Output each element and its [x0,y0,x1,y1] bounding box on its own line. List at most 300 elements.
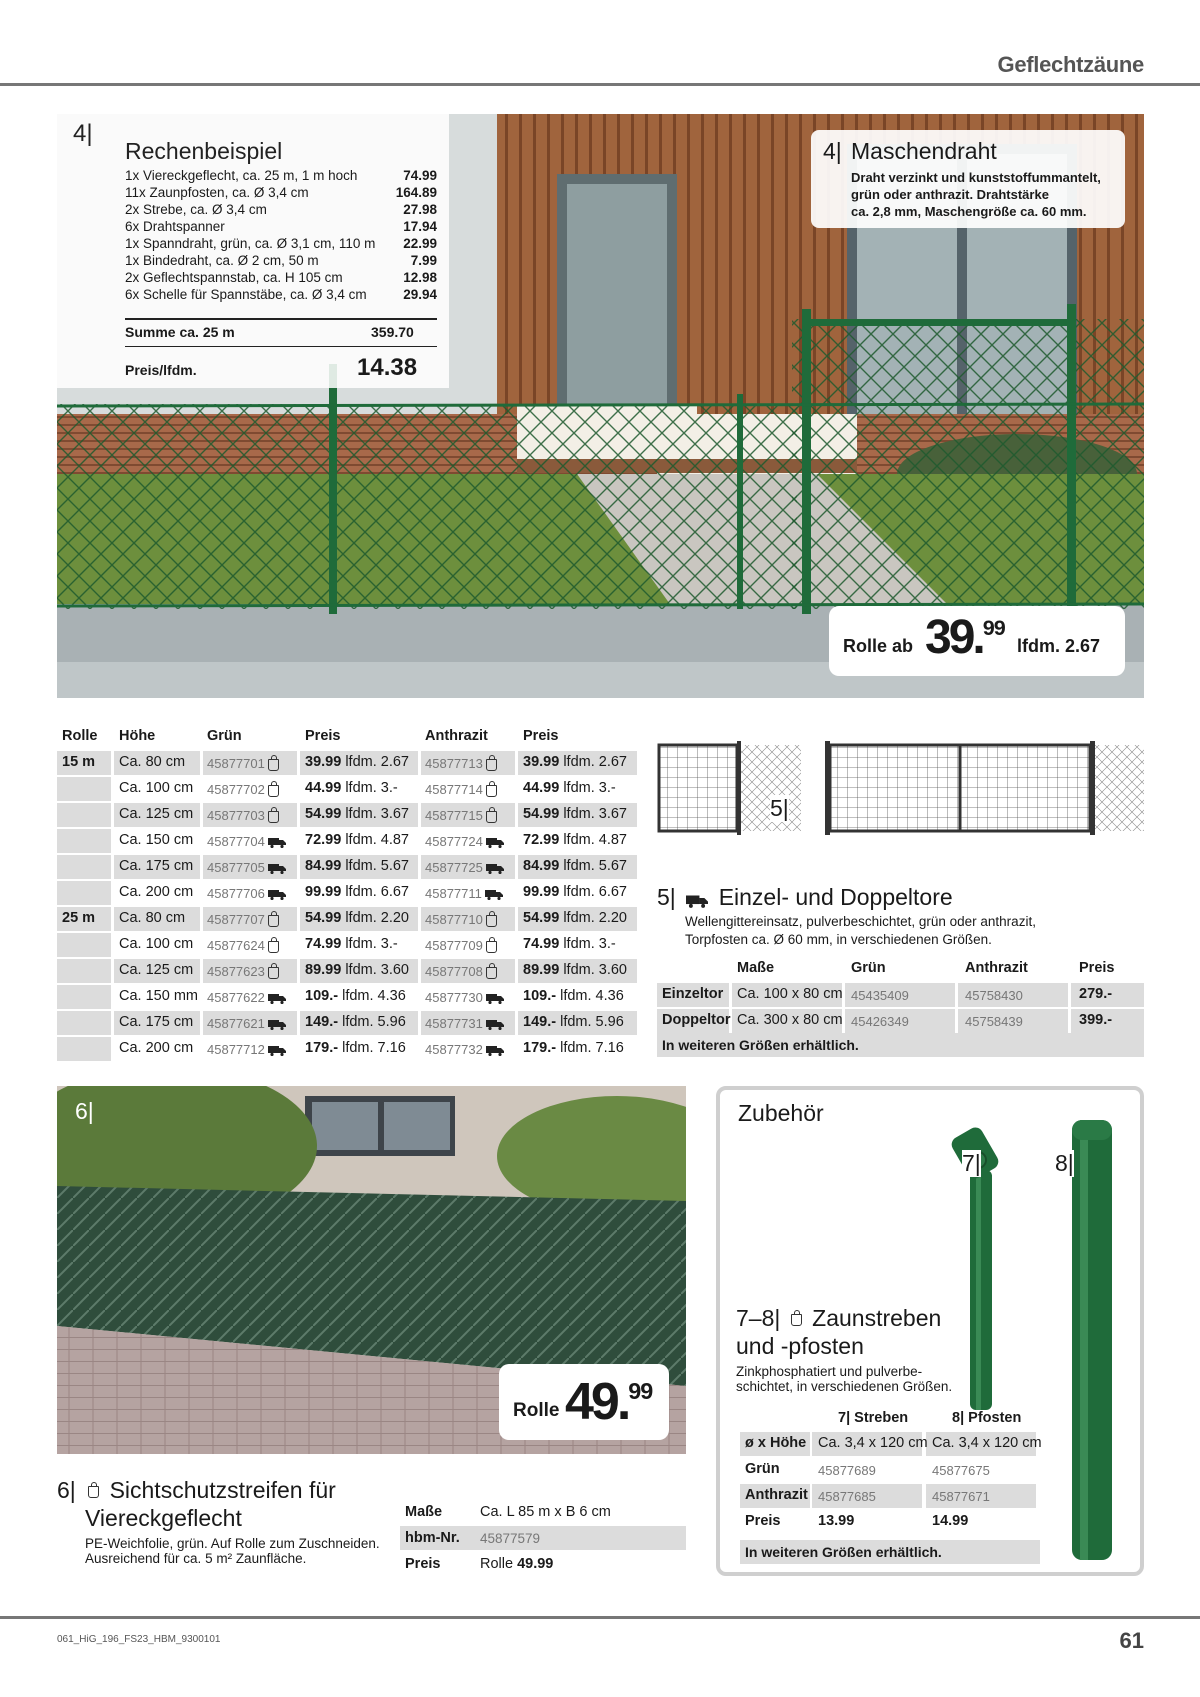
gates-desc-line-1: Wellengittereinsatz, pulverbeschichtet, grün oder anthrazit, [685,914,1036,929]
privacy-heading [57,1476,397,1566]
accessories-title-line-1: Zaunstreben [812,1305,942,1331]
privacy-price-euros: 49. [565,1373,629,1431]
shopping-bag-icon [486,941,497,953]
calc-item-price: 164.89 [395,185,437,200]
mesh-cell-hoehe: Ca. 80 cm [119,754,186,770]
mesh-cell-gruen [207,860,286,875]
mesh-header-anthrazit: Anthrazit [425,728,488,744]
mesh-cell-preis-2 [523,806,627,822]
privacy-spec-table [400,1500,686,1578]
privacy-value-hbm: 45877579 [480,1531,541,1546]
mesh-cell-hoehe: Ca. 100 cm [119,936,194,952]
header-divider [0,83,1200,86]
privacy-price-prefix: Rolle [513,1400,560,1421]
calc-example-box [57,114,449,388]
mesh-cell-preis-2 [523,832,627,848]
delivery-truck-icon [486,1019,504,1030]
accessories-box [716,1086,1144,1576]
mesh-cell-hoehe: Ca. 125 cm [119,962,194,978]
mesh-lfdm-anthrazit: lfdm. 7.16 [560,1040,624,1056]
accessories-cell-label: Anthrazit [745,1487,808,1503]
shopping-bag-icon [486,759,497,771]
accessories-col-streben: 7| Streben [838,1410,909,1426]
accessories-cell-label: ø x Höhe [745,1435,807,1451]
accessory-label-7: 7| [962,1150,981,1176]
calc-title: Rechenbeispiel [125,138,283,164]
gates-cell-preis: 399.- [1079,1012,1113,1028]
mesh-article-gruen: 45877706 [207,886,265,901]
mesh-table-row [57,777,637,801]
mesh-lfdm-anthrazit: lfdm. 4.87 [563,832,627,848]
mesh-article-gruen: 45877701 [207,756,265,771]
mesh-cell-preis-2 [523,988,624,1004]
mesh-price-anthrazit: 89.99 [523,962,560,978]
gates-header-preis: Preis [1079,960,1115,976]
privacy-price-tag [499,1364,669,1440]
mesh-cell-preis [305,1040,406,1056]
gates-number: 5| [657,884,676,910]
mesh-lfdm-gruen: lfdm. 3.- [345,936,398,952]
privacy-price-cents: 99 [628,1377,653,1404]
mesh-cell-preis-2 [523,1014,624,1030]
mesh-cell-anthrazit [425,782,497,797]
mesh-price-gruen: 89.99 [305,962,342,978]
mesh-price-gruen: 39.99 [305,754,342,770]
mesh-cell-anthrazit [425,912,497,927]
calc-item-label: 6x Drahtspanner [125,219,225,234]
gates-header-masse: Maße [737,960,775,976]
mesh-article-anthrazit: 45877710 [425,912,483,927]
mesh-price-gruen: 44.99 [305,780,342,796]
calc-item-price: 17.94 [403,219,437,234]
shopping-bag-icon [486,967,497,979]
mesh-cell-gruen [207,912,279,927]
mesh-article-anthrazit: 45877730 [425,990,483,1005]
gates-photo-label: 5| [770,795,789,821]
mesh-cell-anthrazit [425,834,504,849]
delivery-truck-icon [486,863,504,874]
mesh-cell-preis-2 [523,754,627,770]
mesh-lfdm-anthrazit: lfdm. 4.36 [560,988,624,1004]
mesh-cell-rolle: 15 m [62,754,96,770]
mesh-header-preis: Preis [305,728,341,744]
mesh-lfdm-gruen: lfdm. 5.96 [342,1014,406,1030]
accessories-table-row [740,1510,1040,1534]
mesh-header-rolle: Rolle [62,728,98,744]
page-number: 61 [1119,1628,1144,1653]
mesh-lfdm-anthrazit: lfdm. 3.67 [563,806,627,822]
mesh-cell-gruen [207,938,279,953]
accessories-cell-streben: 45877689 [818,1463,876,1478]
gates-title: Einzel- und Doppeltore [718,884,953,910]
mesh-article-anthrazit: 45877732 [425,1042,483,1057]
mesh-price-anthrazit: 99.99 [523,884,560,900]
mesh-article-gruen: 45877623 [207,964,265,979]
privacy-strip-photo [57,1086,686,1454]
calc-per-divider [125,346,437,347]
calc-item-row [125,202,437,219]
mesh-table-row [57,751,637,775]
mesh-price-anthrazit: 84.99 [523,858,560,874]
accessories-cell-pfosten: 45877675 [932,1463,990,1478]
calc-item-row [125,168,437,185]
accessory-label-8: 8| [1055,1150,1074,1176]
mesh-price-anthrazit: 109.- [523,988,557,1004]
mesh-article-gruen: 45877622 [207,990,265,1005]
privacy-label-preis: Preis [405,1556,441,1572]
mesh-cell-hoehe: Ca. 175 cm [119,858,194,874]
gates-illustration [657,737,1144,840]
calc-item-row [125,270,437,287]
mesh-cell-anthrazit [425,886,503,901]
accessories-cell-label: Grün [745,1461,780,1477]
price-main [925,610,1005,665]
mesh-lfdm-gruen: lfdm. 3.60 [345,962,409,978]
mesh-cell-anthrazit [425,808,497,823]
privacy-label-hbm: hbm-Nr. [405,1530,460,1546]
gates-photo [657,737,1144,840]
mesh-cell-preis [305,858,409,874]
gates-header-gruen: Grün [851,960,886,976]
mesh-cell-anthrazit [425,938,497,953]
calc-sum-label: Summe ca. 25 m [125,324,235,340]
info-text-line-3: ca. 2,8 mm, Maschengröße ca. 60 mm. [851,204,1087,219]
delivery-truck-icon [268,1019,286,1030]
mesh-header-hoehe: Höhe [119,728,156,744]
calc-sum-divider [125,318,437,320]
shopping-bag-icon [486,915,497,927]
shopping-bag-icon [268,915,279,927]
shopping-bag-icon [88,1486,99,1498]
info-item-number: 4| [823,138,842,164]
mesh-cell-hoehe: Ca. 150 mm [119,988,198,1004]
mesh-cell-preis-2 [523,910,627,926]
mesh-price-gruen: 149.- [305,1014,339,1030]
page-section-title: Geflechtzäune [997,52,1144,77]
mesh-article-gruen: 45877621 [207,1016,265,1031]
mesh-cell-hoehe: Ca. 100 cm [119,780,194,796]
privacy-photo-label: 6| [75,1098,94,1124]
mesh-cell-hoehe: Ca. 150 cm [119,832,194,848]
accessories-note-row [740,1540,1040,1564]
privacy-price-main [565,1372,652,1432]
info-text-line-1: Draht verzinkt und kunststoffummantelt, [851,170,1101,185]
mesh-cell-preis-2 [523,858,627,874]
mesh-article-gruen: 45877707 [207,912,265,927]
info-title: Maschendraht [851,138,997,164]
gates-table-row [657,1009,1144,1033]
mesh-article-anthrazit: 45877724 [425,834,483,849]
mesh-price-anthrazit: 39.99 [523,754,560,770]
mesh-table-row [57,829,637,853]
calc-item-price: 22.99 [403,236,437,251]
mesh-cell-preis-2 [523,1040,624,1056]
delivery-truck-icon [268,993,286,1004]
mesh-cell-preis [305,806,409,822]
calc-item-price: 12.98 [403,270,437,285]
mesh-lfdm-gruen: lfdm. 4.87 [345,832,409,848]
privacy-title-line-1: Sichtschutzstreifen für [109,1477,336,1503]
mesh-lfdm-anthrazit: lfdm. 3.- [563,936,616,952]
gates-table-row [657,983,1144,1007]
mesh-price-anthrazit: 74.99 [523,936,560,952]
shopping-bag-icon [268,811,279,823]
calc-item-list [125,168,437,304]
mesh-table-row [57,803,637,827]
calc-item-label: 6x Schelle für Spannstäbe, ca. Ø 3,4 cm [125,287,367,302]
gates-cell-anthrazit: 45758430 [965,988,1023,1003]
delivery-truck-icon [485,889,503,900]
mesh-header-gruen: Grün [207,728,242,744]
privacy-number: 6| [57,1477,76,1503]
gates-heading [657,884,1144,911]
mesh-price-gruen: 99.99 [305,884,342,900]
mesh-price-gruen: 74.99 [305,936,342,952]
calc-item-label: 1x Bindedraht, ca. Ø 2 cm, 50 m [125,253,319,268]
mesh-lfdm-anthrazit: lfdm. 2.67 [563,754,627,770]
mesh-lfdm-gruen: lfdm. 4.36 [342,988,406,1004]
shopping-bag-icon [486,785,497,797]
mesh-cell-hoehe: Ca. 200 cm [119,1040,194,1056]
privacy-row-hbm [400,1526,686,1550]
mesh-cell-hoehe: Ca. 175 cm [119,1014,194,1030]
mesh-cell-preis-2 [523,884,627,900]
mesh-price-anthrazit: 44.99 [523,780,560,796]
gates-table [657,957,1144,1059]
mesh-cell-preis [305,754,409,770]
mesh-article-gruen: 45877704 [207,834,265,849]
mesh-article-anthrazit: 45877731 [425,1016,483,1031]
calc-item-label: 1x Viereckgeflecht, ca. 25 m, 1 m hoch [125,168,358,183]
privacy-value-prefix: Rolle [480,1556,514,1572]
delivery-truck-icon [686,894,708,908]
mesh-lfdm-gruen: lfdm. 6.67 [345,884,409,900]
mesh-lfdm-anthrazit: lfdm. 3.60 [563,962,627,978]
mesh-cell-anthrazit [425,1042,504,1057]
gates-cell-gruen: 45426349 [851,1014,909,1029]
mesh-cell-gruen [207,756,279,771]
calc-item-row [125,185,437,202]
hero-photo-maschendraht [57,114,1144,698]
mesh-cell-anthrazit [425,990,504,1005]
calc-item-label: 2x Strebe, ca. Ø 3,4 cm [125,202,267,217]
mesh-article-gruen: 45877705 [207,860,265,875]
mesh-cell-preis [305,1014,406,1030]
mesh-cell-rolle: 25 m [62,910,96,926]
mesh-table-row [57,907,637,931]
mesh-header-preis-2: Preis [523,728,559,744]
privacy-label-masse: Maße [405,1504,443,1520]
privacy-desc-line-1: PE-Weichfolie, grün. Auf Rolle zum Zuschneiden. [85,1536,380,1551]
accessories-cell-pfosten: 14.99 [932,1513,969,1529]
accessories-cell-pfosten: Ca. 3,4 x 120 cm [932,1435,1042,1451]
accessories-title-line-2: und -pfosten [736,1333,864,1359]
delivery-truck-icon [268,863,286,874]
calc-item-row [125,287,437,304]
privacy-row-preis [400,1552,686,1576]
mesh-cell-anthrazit [425,756,497,771]
mesh-cell-gruen [207,808,279,823]
calc-item-price: 74.99 [403,168,437,183]
mesh-cell-preis [305,884,409,900]
mesh-cell-preis [305,832,409,848]
accessories-cell-streben: 45877685 [818,1489,876,1504]
accessories-cell-pfosten: 45877671 [932,1489,990,1504]
mesh-cell-gruen [207,1016,286,1031]
mesh-cell-gruen [207,886,286,901]
mesh-cell-gruen [207,990,286,1005]
mesh-lfdm-gruen: lfdm. 3.- [345,780,398,796]
accessories-table-row [740,1484,1040,1508]
mesh-cell-gruen [207,834,286,849]
mesh-cell-hoehe: Ca. 80 cm [119,910,186,926]
mesh-price-anthrazit: 179.- [523,1040,557,1056]
mesh-cell-hoehe: Ca. 125 cm [119,806,194,822]
mesh-article-gruen: 45877702 [207,782,265,797]
maschendraht-info-box [811,130,1125,228]
mesh-table-row [57,855,637,879]
shopping-bag-icon [268,785,279,797]
mesh-price-gruen: 72.99 [305,832,342,848]
mesh-article-gruen: 45877624 [207,938,265,953]
mesh-cell-preis [305,910,409,926]
mesh-cell-preis [305,936,398,952]
gates-cell-preis: 279.- [1079,986,1113,1002]
calc-per-value: 14.38 [357,354,418,381]
gates-desc-line-2: Torpfosten ca. Ø 60 mm, in verschiedenen Größen. [685,932,992,947]
mesh-price-gruen: 54.99 [305,910,342,926]
calc-item-row [125,219,437,236]
shopping-bag-icon [268,967,279,979]
mesh-cell-preis-2 [523,936,616,952]
mesh-price-gruen: 84.99 [305,858,342,874]
gates-cell-name: Einzeltor [662,986,724,1002]
footer-catalog-code: 061_HiG_196_FS23_HBM_9300101 [57,1634,221,1645]
mesh-article-anthrazit: 45877725 [425,860,483,875]
accessories-table-row [740,1458,1040,1482]
accessories-cell-label: Preis [745,1513,781,1529]
delivery-truck-icon [268,1045,286,1056]
calc-item-label: 2x Geflechtspannstab, ca. H 105 cm [125,270,343,285]
calc-item-label: 1x Spanndraht, grün, ca. Ø 3,1 cm, 110 m [125,236,376,251]
mesh-price-anthrazit: 54.99 [523,910,560,926]
mesh-price-anthrazit: 54.99 [523,806,560,822]
gates-cell-name: Doppeltor [662,1012,731,1028]
mesh-cell-preis-2 [523,780,616,796]
mesh-article-anthrazit: 45877714 [425,782,483,797]
mesh-article-anthrazit: 45877709 [425,938,483,953]
calc-per-label: Preis/lfdm. [125,362,197,378]
mesh-lfdm-gruen: lfdm. 3.67 [345,806,409,822]
shopping-bag-icon [268,759,279,771]
mesh-cell-preis [305,780,398,796]
mesh-lfdm-anthrazit: lfdm. 2.20 [563,910,627,926]
accessories-desc-line-2: schichtet, in verschiedenen Größen. [736,1379,953,1394]
delivery-truck-icon [486,993,504,1004]
privacy-row-masse [400,1500,686,1524]
mesh-cell-preis-2 [523,962,627,978]
delivery-truck-icon [486,837,504,848]
mesh-article-gruen: 45877712 [207,1042,265,1057]
roll-price-tag [829,606,1125,676]
privacy-value-preis [480,1556,553,1572]
delivery-truck-icon [486,1045,504,1056]
mesh-price-gruen: 109.- [305,988,339,1004]
mesh-lfdm-gruen: lfdm. 2.67 [345,754,409,770]
accessories-cell-streben: Ca. 3,4 x 120 cm [818,1435,928,1451]
price-cents: 99 [982,615,1005,641]
mesh-article-anthrazit: 45877715 [425,808,483,823]
mesh-cell-anthrazit [425,964,497,979]
calc-item-row [125,236,437,253]
gates-cell-masse: Ca. 100 x 80 cm [737,986,843,1002]
mesh-price-anthrazit: 72.99 [523,832,560,848]
mesh-article-gruen: 45877703 [207,808,265,823]
mesh-lfdm-gruen: lfdm. 2.20 [345,910,409,926]
mesh-lfdm-anthrazit: lfdm. 5.67 [563,858,627,874]
calc-item-price: 29.94 [403,287,437,302]
delivery-truck-icon [268,889,286,900]
mesh-cell-anthrazit [425,860,504,875]
accessories-col-pfosten: 8| Pfosten [952,1410,1022,1426]
price-per-meter: lfdm. 2.67 [1017,636,1101,656]
mesh-price-gruen: 54.99 [305,806,342,822]
mesh-table-row [57,933,637,957]
mesh-table-row [57,985,637,1009]
mesh-price-gruen: 179.- [305,1040,339,1056]
mesh-table-row [57,881,637,905]
mesh-table-row [57,959,637,983]
shopping-bag-icon [486,811,497,823]
accessories-number: 7–8| [736,1305,781,1331]
privacy-title-line-2: Viereckgeflecht [85,1505,242,1531]
calc-item-price: 7.99 [410,253,437,268]
gates-header-anthrazit: Anthrazit [965,960,1028,976]
accessories-title: Zubehör [738,1100,824,1126]
gates-note-row [657,1033,1144,1057]
accessories-desc-line-1: Zinkphosphatiert und pulverbe- [736,1364,923,1379]
calc-item-number: 4| [73,120,93,147]
price-prefix: Rolle ab [843,636,914,656]
gates-cell-gruen: 45435409 [851,988,909,1003]
mesh-price-table [57,725,637,1060]
mesh-cell-gruen [207,1042,286,1057]
accessories-heading [736,1304,966,1394]
mesh-article-anthrazit: 45877713 [425,756,483,771]
mesh-table-row [57,1037,637,1061]
mesh-cell-gruen [207,782,279,797]
calc-item-row [125,253,437,270]
mesh-cell-preis [305,962,409,978]
mesh-cell-gruen [207,964,279,979]
gates-note: In weiteren Größen erhältlich. [662,1037,859,1053]
mesh-lfdm-anthrazit: lfdm. 5.96 [560,1014,624,1030]
accessories-cell-streben: 13.99 [818,1513,855,1529]
privacy-value-amount: 49.99 [517,1556,554,1572]
mesh-lfdm-anthrazit: lfdm. 3.- [563,780,616,796]
calc-sum-value: 359.70 [371,324,414,340]
price-euros: 39. [925,611,983,664]
shopping-bag-icon [268,941,279,953]
mesh-price-anthrazit: 149.- [523,1014,557,1030]
delivery-truck-icon [268,837,286,848]
mesh-lfdm-gruen: lfdm. 7.16 [342,1040,406,1056]
mesh-cell-preis [305,988,406,1004]
privacy-value-masse: Ca. L 85 m x B 6 cm [480,1504,611,1520]
footer-divider [0,1616,1200,1619]
accessories-note: In weiteren Größen erhältlich. [745,1544,942,1560]
calc-item-label: 11x Zaunpfosten, ca. Ø 3,4 cm [125,185,309,200]
